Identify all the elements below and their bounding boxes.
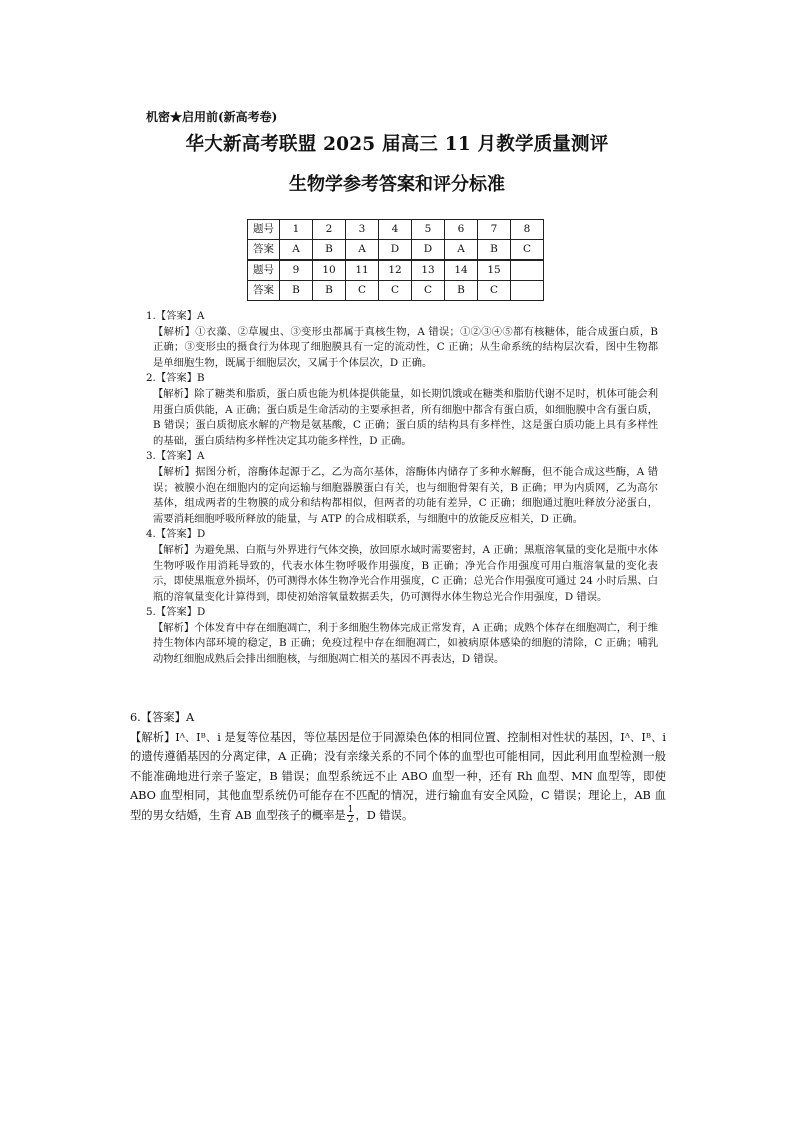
question-explanation: 【解析】①衣藻、②草履虫、③变形虫都属于真核生物，A 错误；①②③④⑤都有核糖体，能合成蛋白质，B 正确；③变形虫的摄食行为体现了细胞膜具有一定的流动性，C 正确；从生命系统的结构层次看，图中生物都是单细胞生物，既属于细胞层次，又属于个体层次，D 正确。	[153, 325, 658, 369]
table-cell	[511, 260, 544, 281]
table-cell: 14	[445, 260, 478, 281]
table-cell: 8	[511, 220, 544, 240]
table-cell: C	[511, 240, 544, 261]
table-cell: 1	[280, 220, 313, 240]
explanations-block	[146, 309, 658, 668]
table-cell: C	[346, 281, 379, 301]
table-cell: A	[346, 240, 379, 261]
question-answer: 4.【答案】D	[146, 528, 206, 541]
table-cell: C	[379, 281, 412, 301]
table-row-header: 答案	[248, 281, 280, 301]
question-2	[146, 371, 658, 449]
question-answer: 2.【答案】B	[146, 372, 205, 385]
question-3	[146, 449, 658, 527]
question-1	[146, 309, 658, 371]
question-6	[130, 708, 666, 826]
question-explanation: 【解析】除了糖类和脂质，蛋白质也能为机体提供能量，如长期饥饿或在糖类和脂肪代谢不足时，机体可能会利用蛋白质供能，A 正确；蛋白质是生命活动的主要承担者，所有细胞中都含有蛋白质，如细胞膜中含有蛋白质，B 错误；蛋白质彻底水解的产物是氨基酸，C 正确；蛋白质的结构具有多样性，这是蛋白质功能上具有多样性的基础，蛋白质结构多样性决定其功能多样性，D 正确。	[153, 387, 658, 447]
table-cell: C	[478, 281, 511, 301]
explanation-text: 【解析】Iᴬ、Iᴮ、i 是复等位基因，等位基因是位于同源染色体的相同位置、控制相对性状的基因，Iᴬ、Iᴮ、i 的遗传遵循基因的分离定律，A 正确；没有亲缘关系的不同个体的血型也可能相同，因此利用血型检测一般不能准确地进行亲子鉴定，B 错误；血型系统远不止 ABO 血型一种，还有 Rh 血型、MN 血型等，即使 ABO 血型相同，其他血型系统仍可能存在不匹配的情况，进行输血有安全风险，C 错误；理论上，AB 血型的男女结婚，生育 AB 血型孩子的概率是	[130, 730, 666, 822]
table-cell: 7	[478, 220, 511, 240]
table-cell: 10	[313, 260, 346, 281]
table-cell: D	[379, 240, 412, 261]
answer-table	[247, 219, 544, 301]
table-cell: 13	[412, 260, 445, 281]
table-cell: C	[412, 281, 445, 301]
table-cell	[511, 281, 544, 301]
table-cell: B	[478, 240, 511, 261]
table-cell: A	[280, 240, 313, 261]
table-cell: 6	[445, 220, 478, 240]
table-row	[248, 281, 544, 301]
question-4	[146, 527, 658, 605]
fraction	[347, 806, 355, 825]
table-cell: B	[313, 240, 346, 261]
table-cell: D	[412, 240, 445, 261]
question-answer: 3.【答案】A	[146, 450, 205, 463]
document-subtitle: 生物学参考答案和评分标准	[289, 174, 505, 195]
table-row-header: 答案	[248, 240, 280, 261]
table-cell: 4	[379, 220, 412, 240]
question-explanation: 【解析】据图分析，溶酶体起源于乙，乙为高尔基体，溶酶体内储存了多种水解酶，但不能合成这些酶，A 错误；被膜小泡在细胞内的定向运输与细胞器膜蛋白有关，也与细胞骨架有关，B 正确；甲为内质网，乙为高尔基体，组成两者的生物膜的成分和结构都相似，但两者的功能有差异，C 正确；细胞通过胞吐释放分泌蛋白，需要消耗细胞呼吸所释放的能量，与 ATP 的合成相联系，与细胞中的放能反应相关，D 正确。	[153, 465, 658, 525]
confidential-label: 机密★启用前(新高考卷)	[146, 110, 278, 124]
fraction-denominator: 2	[347, 815, 354, 826]
table-cell: B	[280, 281, 313, 301]
document-title: 华大新高考联盟 2025 届高三 11 月教学质量测评	[185, 134, 609, 155]
table-cell: B	[445, 281, 478, 301]
explanation-text-end: ，D 错误。	[355, 808, 414, 822]
question-5	[146, 605, 658, 667]
table-cell: B	[313, 281, 346, 301]
table-row	[248, 240, 544, 261]
question-explanation: 【解析】个体发育中存在细胞凋亡，利于多细胞生物体完成正常发育，A 正确；成熟个体存在细胞凋亡，利于维持生物体内部环境的稳定，B 正确；免疫过程中存在细胞凋亡，如被病原体感染的细胞的清除，C 正确；哺乳动物红细胞成熟后会排出细胞核，与细胞凋亡相关的基因不再表达，D 错误。	[153, 621, 658, 666]
table-row-header: 题号	[248, 220, 280, 240]
table-cell: A	[445, 240, 478, 261]
table-cell: 9	[280, 260, 313, 281]
question-answer: 5.【答案】D	[146, 606, 206, 619]
question-answer: 6.【答案】A	[130, 711, 195, 724]
fraction-numerator: 1	[347, 805, 354, 816]
table-cell: 2	[313, 220, 346, 240]
question-answer: 1.【答案】A	[146, 310, 205, 322]
table-cell: 3	[346, 220, 379, 240]
table-cell: 15	[478, 260, 511, 281]
table-row	[248, 220, 544, 240]
table-row-header: 题号	[248, 260, 280, 281]
table-cell: 5	[412, 220, 445, 240]
table-cell: 12	[379, 260, 412, 281]
question-explanation	[130, 728, 666, 826]
question-explanation: 【解析】为避免黑、白瓶与外界进行气体交换，放回原水域时需要密封，A 正确；黑瓶溶氧量的变化是瓶中水体生物呼吸作用消耗导致的，代表水体生物呼吸作用强度，B 正确；净光合作用强度可用白瓶溶氧量的变化表示，即使黑瓶意外损坏，仍可测得水体生物净光合作用强度，C 正确；总光合作用强度可通过 24 小时后黑、白瓶的溶氧量变化计算得到，即使初始溶氧量数据丢失，仍可测得水体生物总光合作用强度，D 错误。	[153, 543, 658, 603]
table-cell: 11	[346, 260, 379, 281]
table-row	[248, 260, 544, 281]
